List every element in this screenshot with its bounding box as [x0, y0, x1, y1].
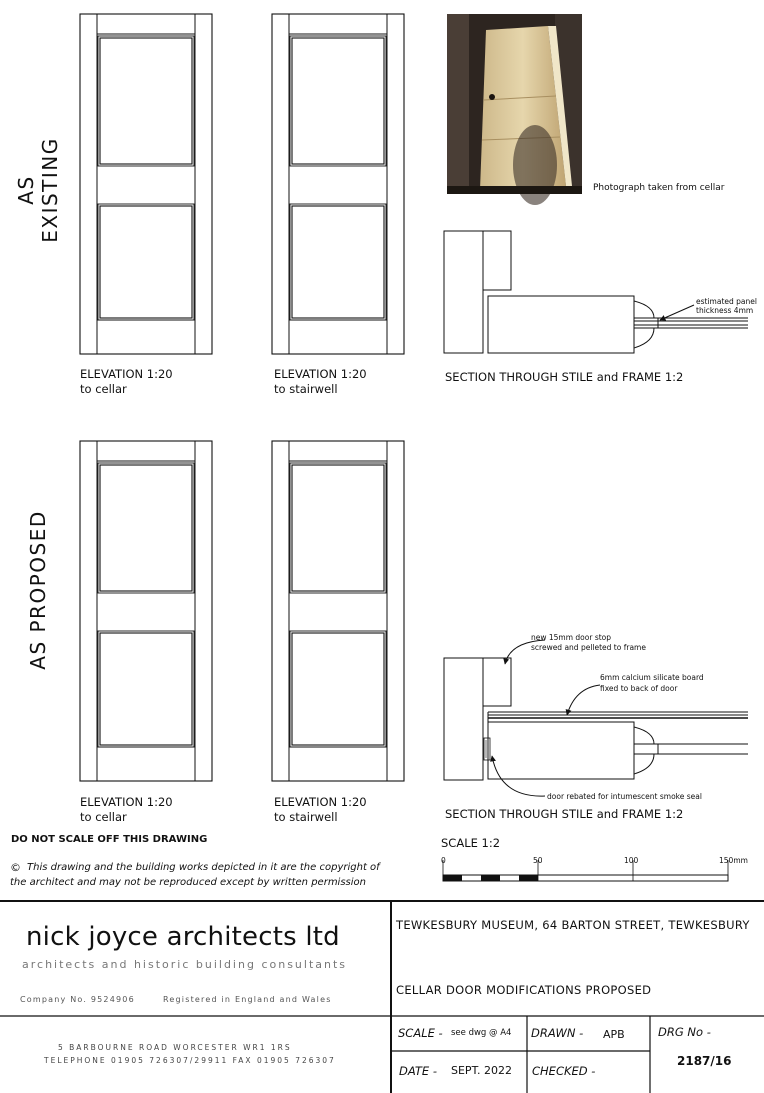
elevation-proposed-stairwell-title: ELEVATION 1:20 — [274, 795, 367, 809]
section-existing-title: SECTION THROUGH STILE and FRAME 1:2 — [445, 370, 684, 384]
door-elevation-proposed-stairwell — [272, 441, 404, 781]
as-existing-label: AS EXISTING — [14, 137, 62, 243]
door-stop-note-line1: new 15mm door stop — [531, 633, 612, 642]
as-proposed-label: AS PROPOSED — [26, 510, 50, 670]
elevation-proposed-stairwell-sub: to stairwell — [274, 810, 338, 824]
project-name: TEWKESBURY MUSEUM, 64 BARTON STREET, TEWKESBURY — [396, 918, 750, 932]
photo-caption: Photograph taken from cellar — [593, 183, 725, 193]
drg-no-label: DRG No - — [658, 1025, 711, 1039]
company-number: Company No. 9524906 — [20, 995, 135, 1004]
copyright-symbol: © — [10, 861, 21, 874]
smoke-seal-note: door rebated for intumescent smoke seal — [547, 792, 702, 801]
door-stop-note-line2: screwed and pelleted to frame — [531, 643, 646, 652]
section-existing — [444, 231, 748, 353]
panel-note-line2: thickness 4mm — [696, 306, 754, 315]
scale-tick-150: 150mm — [719, 856, 748, 865]
scale-tick-50: 50 — [533, 856, 543, 865]
door-elevation-proposed-cellar — [80, 441, 212, 781]
cellar-door-photograph — [447, 14, 582, 205]
copyright-line2: the architect and may not be reproduced except by written permission — [10, 877, 366, 888]
date-value: SEPT. 2022 — [451, 1064, 512, 1077]
elevation-proposed-cellar-title: ELEVATION 1:20 — [80, 795, 173, 809]
drawn-value: APB — [603, 1028, 625, 1041]
elevation-existing-cellar-title: ELEVATION 1:20 — [80, 367, 173, 381]
drg-no-value: 2187/16 — [677, 1054, 732, 1068]
scale-tick-100: 100 — [624, 856, 639, 865]
scale-value: see dwg @ A4 — [451, 1028, 512, 1038]
elevation-existing-cellar-sub: to cellar — [80, 382, 127, 396]
drawing-title: CELLAR DOOR MODIFICATIONS PROPOSED — [396, 983, 652, 997]
drawn-label: DRAWN - — [531, 1026, 584, 1040]
firm-address: 5 BARBOURNE ROAD WORCESTER WR1 1RS — [58, 1043, 292, 1052]
door-elevation-existing-cellar — [80, 14, 212, 354]
checked-label: CHECKED - — [532, 1064, 596, 1078]
elevation-proposed-cellar-sub: to cellar — [80, 810, 127, 824]
board-note-line2: fixed to back of door — [600, 684, 678, 693]
firm-telephone: TELEPHONE 01905 726307/29911 FAX 01905 726307 — [44, 1056, 336, 1065]
panel-note-line1: estimated panel — [696, 297, 757, 306]
board-note-line1: 6mm calcium silicate board — [600, 673, 704, 682]
scale-tick-0: 0 — [441, 856, 446, 865]
date-label: DATE - — [399, 1064, 437, 1078]
elevation-existing-stairwell-title: ELEVATION 1:20 — [274, 367, 367, 381]
firm-tagline: architects and historic building consultants — [22, 958, 348, 971]
door-elevation-existing-stairwell — [272, 14, 404, 354]
copyright-line1: This drawing and the building works depicted in it are the copyright of — [27, 862, 380, 873]
firm-name: nick joyce architects ltd — [26, 922, 340, 952]
registered-note: Registered in England and Wales — [163, 995, 332, 1004]
scale-bar — [443, 860, 728, 881]
section-proposed — [444, 640, 748, 796]
do-not-scale-note: DO NOT SCALE OFF THIS DRAWING — [11, 834, 208, 845]
section-proposed-title: SECTION THROUGH STILE and FRAME 1:2 — [445, 807, 684, 821]
elevation-existing-stairwell-sub: to stairwell — [274, 382, 338, 396]
scale-bar-title: SCALE 1:2 — [441, 836, 501, 850]
scale-label: SCALE - — [398, 1026, 443, 1040]
